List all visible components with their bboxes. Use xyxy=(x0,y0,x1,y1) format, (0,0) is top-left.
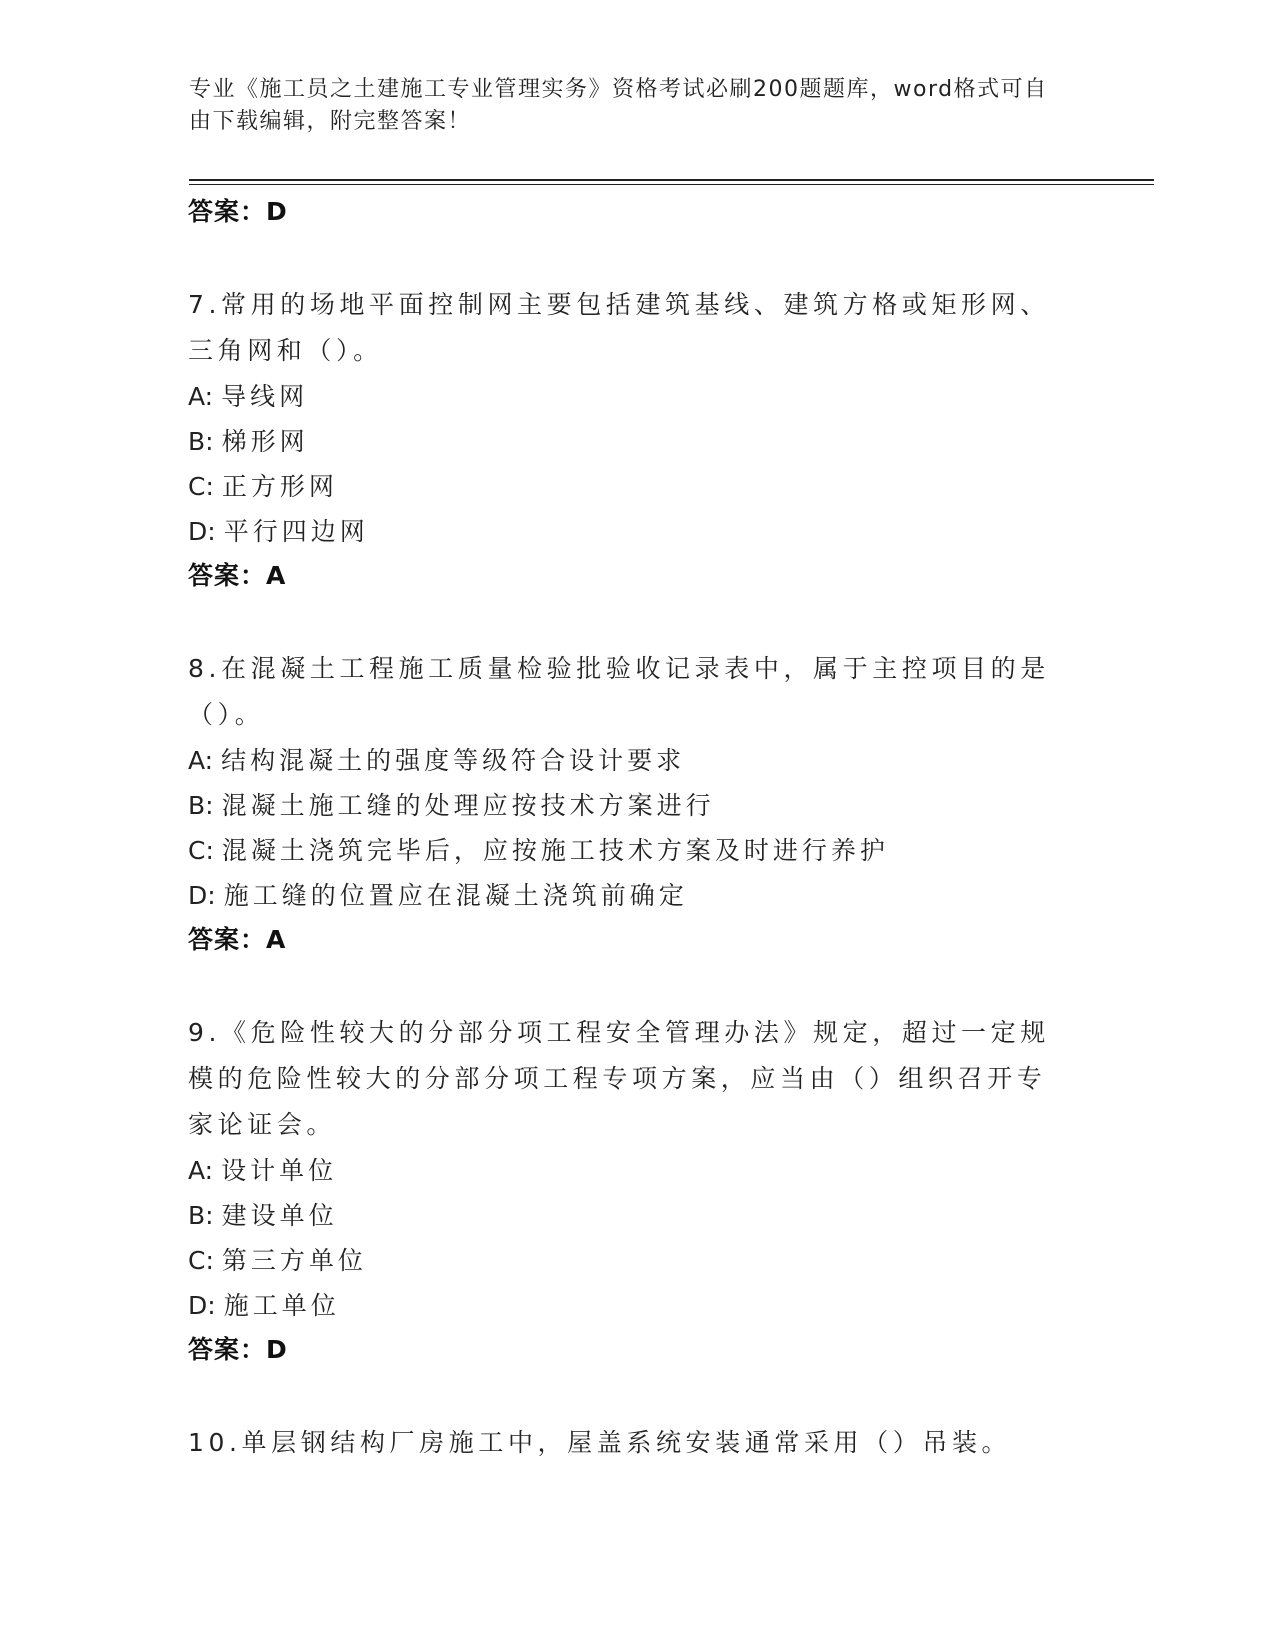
option-text: 混凝土浇筑完毕后，应按施工技术方案及时进行养护 xyxy=(221,836,889,865)
option-letter: C: xyxy=(188,472,214,501)
option-text: 梯形网 xyxy=(221,427,309,456)
option-letter: C: xyxy=(188,836,214,865)
question-stem: 8.在混凝土工程施工质量检验批验收记录表中，属于主控项目的是（）。 xyxy=(188,654,1050,729)
option-text: 施工单位 xyxy=(223,1291,340,1320)
option-text: 设计单位 xyxy=(221,1156,338,1185)
option-a xyxy=(188,374,1068,419)
option-letter: D: xyxy=(188,517,216,546)
question-list xyxy=(188,190,1068,1466)
option-text: 混凝土施工缝的处理应按技术方案进行 xyxy=(221,791,715,820)
option-letter: B: xyxy=(188,791,214,820)
option-letter: B: xyxy=(188,1201,214,1230)
option-text: 第三方单位 xyxy=(221,1246,367,1275)
option-a xyxy=(188,738,1068,783)
question-item xyxy=(188,282,1068,598)
option-text: 导线网 xyxy=(221,382,309,411)
option-b xyxy=(188,783,1068,828)
option-letter: C: xyxy=(188,1246,214,1275)
option-text: 结构混凝土的强度等级符合设计要求 xyxy=(221,746,686,775)
option-c xyxy=(188,464,1068,509)
question-stem: 7.常用的场地平面控制网主要包括建筑基线、建筑方格或矩形网、三角网和（）。 xyxy=(188,290,1050,365)
option-b xyxy=(188,419,1068,464)
option-c xyxy=(188,1238,1068,1283)
answer-line: 答案：A xyxy=(188,561,287,590)
answer-line: 答案：A xyxy=(188,925,287,954)
question-stem: 10.单层钢结构厂房施工中，屋盖系统安装通常采用（）吊装。 xyxy=(188,1428,1012,1457)
question-item xyxy=(188,1420,1068,1466)
option-letter: A: xyxy=(188,382,214,411)
option-letter: D: xyxy=(188,1291,216,1320)
option-c xyxy=(188,828,1068,873)
header-divider-thin xyxy=(189,184,1154,185)
header-divider xyxy=(189,179,1154,181)
option-d xyxy=(188,1283,1068,1328)
answer-line: 答案：D xyxy=(188,197,288,226)
option-letter: A: xyxy=(188,1156,214,1185)
option-letter: D: xyxy=(188,881,216,910)
question-item xyxy=(188,646,1068,962)
option-d xyxy=(188,873,1068,918)
answer-line: 答案：D xyxy=(188,1335,288,1364)
option-a xyxy=(188,1148,1068,1193)
question-item xyxy=(188,1010,1068,1372)
option-letter: A: xyxy=(188,746,214,775)
option-b xyxy=(188,1193,1068,1238)
option-text: 正方形网 xyxy=(221,472,338,501)
page-header-title: 专业《施工员之土建施工专业管理实务》资格考试必刷200题题库，word格式可自由下载编辑，附完整答案！ xyxy=(189,77,1048,134)
option-letter: B: xyxy=(188,427,214,456)
option-text: 施工缝的位置应在混凝土浇筑前确定 xyxy=(223,881,688,910)
option-text: 平行四边网 xyxy=(223,517,369,546)
option-d xyxy=(188,509,1068,554)
option-text: 建设单位 xyxy=(221,1201,338,1230)
question-stem: 9.《危险性较大的分部分项工程安全管理办法》规定，超过一定规模的危险性较大的分部分项工程专项方案，应当由（）组织召开专家论证会。 xyxy=(188,1018,1050,1139)
